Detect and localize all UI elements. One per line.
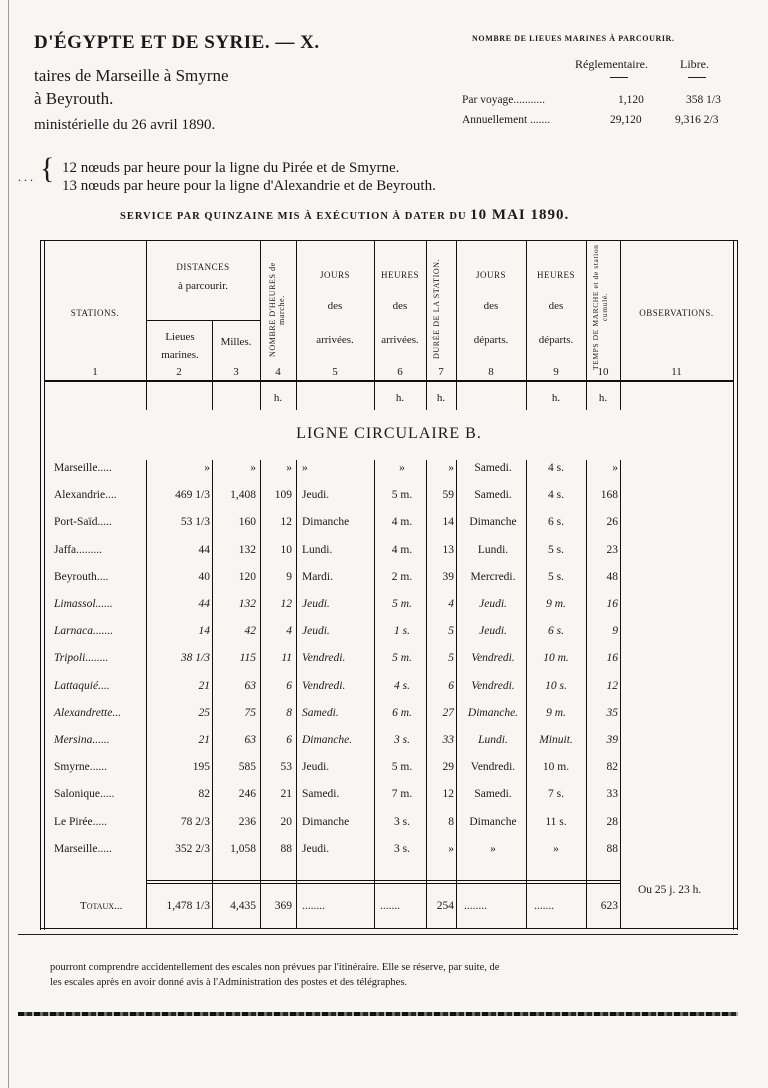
cell-duree: » bbox=[448, 842, 454, 855]
unit-label: h. bbox=[395, 392, 405, 404]
cell-jour-arr: Dimanche. bbox=[302, 734, 353, 746]
distance-value: 9,316 2/3 bbox=[675, 114, 719, 126]
cell-milles: 115 bbox=[239, 652, 256, 665]
cell-duree: 4 bbox=[448, 598, 454, 610]
footer-text: pourront comprendre accidentellement des escales non prévues par l'itinéraire. Elle se réserve, par suite, de les escales après en avoir donné avis à l'Administration des postes et des télégraphes. bbox=[50, 962, 500, 988]
cell-duree: 29 bbox=[442, 761, 454, 774]
cell-jour-dep: » bbox=[490, 842, 496, 855]
col-number: 4 bbox=[275, 366, 281, 378]
cell-heure-arr: 7 m. bbox=[391, 788, 413, 801]
cell-lieues: 40 bbox=[198, 570, 210, 583]
cell-jour-arr: Vendredi. bbox=[302, 652, 346, 665]
col-number: 10 bbox=[597, 366, 609, 378]
header-heures-arr-des: des bbox=[392, 300, 408, 312]
cell-heure-arr: » bbox=[399, 462, 405, 474]
table-row bbox=[40, 676, 738, 703]
cell-cumul: 26 bbox=[606, 516, 618, 529]
table-row bbox=[40, 540, 738, 567]
cell-jour-dep: Dimanche bbox=[469, 516, 517, 529]
cell-milles: 160 bbox=[238, 516, 256, 529]
cell-duree: 39 bbox=[442, 570, 454, 583]
station-name: Beyrouth.... bbox=[54, 570, 109, 583]
cell-heure-dep: 9 m. bbox=[546, 598, 566, 610]
cell-cumul: 16 bbox=[606, 598, 618, 610]
distance-value: 358 1/3 bbox=[686, 94, 721, 106]
unit-label: h. bbox=[598, 392, 608, 404]
cell-heure-dep: 4 s. bbox=[548, 489, 564, 502]
distance-rule-1 bbox=[610, 77, 628, 78]
speed-line-1: 12 nœuds par heure pour la ligne du Pirée et de Smyrne. bbox=[62, 160, 400, 176]
unit-label: h. bbox=[551, 392, 561, 404]
cell-milles: 132 bbox=[238, 598, 256, 610]
cell-jour-dep: Jeudi. bbox=[479, 625, 507, 638]
cell-heure-arr: 5 m. bbox=[392, 598, 412, 610]
cell-duree: 12 bbox=[442, 788, 454, 801]
header-lieues: Lieues marines. bbox=[161, 331, 199, 361]
distance-value: 1,120 bbox=[618, 94, 644, 106]
cell-duree: 33 bbox=[442, 734, 454, 746]
service-heading: SERVICE PAR QUINZAINE MIS À EXÉCUTION À DATER DU 10 MAI 1890. bbox=[120, 207, 570, 223]
cell-milles: 75 bbox=[244, 706, 256, 719]
header-jours-arr-des: des bbox=[327, 300, 343, 312]
station-name: Tripoli........ bbox=[54, 652, 109, 665]
cell-milles: 63 bbox=[244, 734, 256, 746]
cell-duree: 8 bbox=[448, 815, 454, 828]
cell-heure-arr: 5 m. bbox=[391, 489, 413, 502]
cell-lieues: » bbox=[204, 462, 210, 474]
station-name: Marseille..... bbox=[54, 462, 112, 474]
cell-jour-arr: Jeudi. bbox=[302, 842, 330, 855]
table-row bbox=[40, 784, 738, 811]
cell-jour-dep: Jeudi. bbox=[479, 598, 507, 610]
cell-cumul: 23 bbox=[606, 543, 618, 556]
cell-heure-dep: » bbox=[553, 842, 559, 855]
cell-lieues: 195 bbox=[192, 761, 210, 774]
station-name: Mersina...... bbox=[54, 734, 110, 746]
cell-cumul: 88 bbox=[606, 842, 618, 855]
cell-heures: 53 bbox=[280, 761, 292, 774]
cell-jour-dep: Samedi. bbox=[474, 788, 512, 801]
cell-lieues: 25 bbox=[198, 706, 210, 719]
cell-jour-arr: » bbox=[302, 462, 308, 474]
cell-milles: 120 bbox=[238, 570, 256, 583]
dots-mark: . . . bbox=[18, 170, 33, 184]
cell-jour-dep: Vendredi. bbox=[470, 761, 516, 774]
cell-heures: » bbox=[286, 462, 292, 474]
table-row bbox=[40, 567, 738, 594]
header-stations: STATIONS. bbox=[70, 308, 120, 318]
cell-duree: 27 bbox=[442, 706, 454, 719]
cell-lieues: 21 bbox=[198, 734, 210, 746]
cell-lieues: 352 2/3 bbox=[175, 842, 210, 855]
cell-heure-dep: 10 s. bbox=[545, 679, 567, 692]
cell-jour-arr: Jeudi. bbox=[302, 625, 330, 638]
cell-lieues: 44 bbox=[198, 598, 210, 610]
col-number: 1 bbox=[92, 366, 98, 378]
cell-heure-arr: 4 m. bbox=[391, 516, 413, 529]
cell-heure-arr: 1 s. bbox=[394, 625, 410, 638]
cell-heure-dep: 6 s. bbox=[548, 516, 564, 529]
table-row bbox=[40, 458, 738, 485]
station-name: Le Pirée..... bbox=[54, 815, 108, 828]
cell-heures: 9 bbox=[286, 570, 292, 583]
cell-duree: 5 bbox=[448, 652, 454, 665]
cell-duree: 14 bbox=[442, 516, 454, 529]
cell-lieues: 21 bbox=[198, 679, 210, 692]
cell-lieues: 78 2/3 bbox=[180, 815, 210, 828]
distance-rule-2 bbox=[688, 77, 706, 78]
cell-cumul: 16 bbox=[606, 652, 618, 665]
cell-heures: 109 bbox=[274, 489, 292, 502]
cell-duree: 13 bbox=[442, 543, 454, 556]
cell-milles: 236 bbox=[238, 815, 256, 828]
station-name: Jaffa......... bbox=[54, 543, 103, 556]
cell-heures: 21 bbox=[280, 788, 292, 801]
cell-heure-arr: 3 s. bbox=[394, 842, 410, 855]
cell-jour-dep: Dimanche bbox=[469, 815, 517, 828]
header-jours-dep: JOURS bbox=[475, 270, 506, 280]
station-name: Smyrne...... bbox=[54, 761, 108, 774]
cell-heures: 11 bbox=[281, 652, 292, 665]
col-number: 2 bbox=[176, 366, 182, 378]
header-heures-dep: HEURES bbox=[536, 270, 575, 280]
col-number: 11 bbox=[671, 366, 682, 378]
cell-heures: 6 bbox=[286, 734, 292, 746]
station-name: Alexandrette... bbox=[54, 706, 121, 719]
cell-jour-arr: Dimanche bbox=[302, 815, 350, 828]
cell-heure-dep: 6 s. bbox=[548, 625, 564, 638]
cell-jour-dep: Vendredi. bbox=[471, 679, 515, 692]
distance-value: 29,120 bbox=[610, 114, 642, 126]
station-name: Larnaca....... bbox=[54, 625, 114, 638]
station-name: Marseille..... bbox=[54, 842, 112, 855]
col-number: 7 bbox=[438, 366, 444, 378]
cell-heure-dep: Minuit. bbox=[539, 734, 573, 746]
cell-milles: 42 bbox=[244, 625, 256, 638]
cell-jour-arr: Mardi. bbox=[302, 570, 333, 583]
cell-heures: 12 bbox=[280, 516, 292, 529]
cell-heure-dep: 10 m. bbox=[543, 652, 569, 665]
cell-jour-dep: Vendredi. bbox=[471, 652, 515, 665]
cell-milles: 246 bbox=[238, 788, 256, 801]
distance-row: Par voyage........... bbox=[462, 94, 546, 106]
distance-col-reglementaire: Réglementaire. bbox=[575, 57, 648, 71]
table-row bbox=[40, 757, 738, 784]
col-number: 9 bbox=[553, 366, 559, 378]
header-jours-dep-label: départs. bbox=[473, 334, 509, 346]
cell-duree: 59 bbox=[442, 489, 454, 502]
cell-heures: 4 bbox=[286, 625, 292, 638]
cell-heures: 88 bbox=[280, 842, 292, 855]
cell-jour-dep: Mercredi. bbox=[470, 570, 516, 583]
cell-heure-arr: 5 m. bbox=[391, 761, 413, 774]
header-nb-heures: NOMBRE D'HEURES de marche. bbox=[268, 262, 286, 358]
cell-jour-dep: Samedi. bbox=[474, 462, 512, 474]
cell-cumul: 33 bbox=[606, 788, 618, 801]
station-name: Lattaquié.... bbox=[54, 679, 110, 692]
cell-jour-dep: Lundi. bbox=[477, 543, 509, 556]
station-name: Limassol...... bbox=[54, 598, 113, 610]
table-row bbox=[40, 485, 738, 512]
scan-left-edge bbox=[8, 0, 9, 1088]
cell-milles: » bbox=[250, 462, 256, 474]
header-temps: TEMPS DE MARCHE et de station cumulé. bbox=[591, 244, 609, 370]
cell-heure-arr: 5 m. bbox=[392, 652, 412, 665]
cell-heures: 10 bbox=[280, 543, 292, 556]
cell-duree: 6 bbox=[448, 679, 454, 692]
header-heures-dep-label: départs. bbox=[538, 334, 574, 346]
cell-jour-arr: Jeudi. bbox=[302, 598, 330, 610]
cell-heures: 20 bbox=[280, 815, 292, 828]
cell-duree: » bbox=[448, 462, 454, 474]
station-name: Port-Saïd..... bbox=[54, 516, 112, 529]
page-title: D'ÉGYPTE ET DE SYRIE. — X. bbox=[34, 32, 320, 53]
header-jours-arr-label: arrivées. bbox=[316, 334, 354, 346]
cell-cumul: 28 bbox=[606, 815, 618, 828]
table-row bbox=[40, 594, 738, 621]
cell-milles: 1,408 bbox=[230, 489, 256, 502]
brace-icon: { bbox=[40, 152, 55, 185]
cell-heure-dep: 10 m. bbox=[542, 761, 570, 774]
scan-edge-line bbox=[18, 1012, 738, 1016]
cell-heure-arr: 2 m. bbox=[391, 570, 413, 583]
cell-milles: 132 bbox=[238, 543, 256, 556]
subtitle-line-3: ministérielle du 26 avril 1890. bbox=[34, 117, 216, 133]
distance-heading: NOMBRE DE LIEUES MARINES À PARCOURIR. bbox=[472, 34, 675, 43]
cell-heure-arr: 3 s. bbox=[394, 815, 410, 828]
cell-cumul: 35 bbox=[606, 706, 618, 719]
cell-jour-arr: Dimanche bbox=[302, 516, 350, 529]
table-row bbox=[40, 512, 738, 539]
cell-milles: 63 bbox=[244, 679, 256, 692]
header-milles: Milles. bbox=[220, 336, 252, 348]
header-jours-arr: JOURS bbox=[319, 270, 350, 280]
col-number: 3 bbox=[233, 366, 239, 378]
footer-rule bbox=[18, 934, 738, 935]
cell-cumul: 48 bbox=[606, 570, 618, 583]
totals-row: Totaux... 1,478 1/3 4,435 369 ........ ....... 254 ........ ....... 623 Ou 25 j. 23 h. bbox=[80, 884, 702, 912]
cell-heure-arr: 4 s. bbox=[394, 679, 410, 692]
table-row bbox=[40, 621, 738, 648]
col-number: 5 bbox=[332, 366, 338, 378]
cell-lieues: 53 1/3 bbox=[180, 516, 210, 529]
cell-lieues: 469 1/3 bbox=[175, 489, 210, 502]
cell-heures: 12 bbox=[280, 598, 292, 610]
cell-jour-arr: Samedi. bbox=[302, 706, 339, 719]
cell-cumul: 82 bbox=[606, 761, 618, 774]
cell-heures: 6 bbox=[286, 679, 292, 692]
header-a-parcourir: à parcourir. bbox=[177, 280, 229, 292]
cell-heure-dep: 11 s. bbox=[545, 815, 567, 828]
cell-cumul: 39 bbox=[606, 734, 618, 746]
header-distances: DISTANCES bbox=[176, 262, 230, 272]
cell-heure-dep: 5 s. bbox=[548, 543, 564, 556]
station-name: Salonique..... bbox=[54, 788, 115, 801]
table-row bbox=[40, 839, 738, 866]
cell-heure-arr: 6 m. bbox=[392, 706, 412, 719]
cell-lieues: 14 bbox=[198, 625, 210, 638]
header-heures-arr-label: arrivées. bbox=[381, 334, 419, 346]
cell-milles: 1,058 bbox=[230, 842, 256, 855]
cell-jour-arr: Samedi. bbox=[302, 788, 340, 801]
table-row bbox=[40, 812, 738, 839]
cell-heure-dep: 9 m. bbox=[546, 706, 566, 719]
cell-cumul: 12 bbox=[606, 679, 618, 692]
subtitle-line-2: à Beyrouth. bbox=[34, 89, 114, 108]
header-heures-arr: HEURES bbox=[380, 270, 419, 280]
cell-jour-dep: Lundi. bbox=[478, 734, 508, 746]
timetable bbox=[40, 240, 738, 930]
header-heures-dep-des: des bbox=[548, 300, 564, 312]
cell-cumul: 168 bbox=[600, 489, 618, 502]
col-number: 8 bbox=[488, 366, 494, 378]
subtitle-line-1: taires de Marseille à Smyrne bbox=[34, 66, 229, 85]
col-number: 6 bbox=[397, 366, 403, 378]
table-row bbox=[40, 730, 738, 757]
cell-heure-dep: 7 s. bbox=[548, 788, 564, 801]
cell-lieues: 82 bbox=[198, 788, 210, 801]
distance-col-libre: Libre. bbox=[680, 57, 709, 71]
unit-label: h. bbox=[273, 392, 283, 404]
table-row bbox=[40, 703, 738, 730]
cell-cumul: 9 bbox=[612, 625, 618, 638]
header-jours-dep-des: des bbox=[483, 300, 499, 312]
cell-jour-arr: Vendredi. bbox=[302, 679, 346, 692]
cell-heure-dep: 4 s. bbox=[548, 462, 564, 474]
station-name: Alexandrie.... bbox=[54, 489, 117, 502]
cell-jour-arr: Jeudi. bbox=[302, 489, 330, 502]
cell-lieues: 38 1/3 bbox=[180, 652, 210, 665]
cell-heures: 8 bbox=[286, 706, 292, 719]
cell-jour-arr: Jeudi. bbox=[302, 761, 330, 774]
cell-heure-arr: 4 m. bbox=[391, 543, 413, 556]
unit-label: h. bbox=[436, 392, 446, 404]
cell-jour-dep: Dimanche. bbox=[467, 706, 519, 719]
speed-line-2: 13 nœuds par heure pour la ligne d'Alexandrie et de Beyrouth. bbox=[62, 178, 436, 194]
header-observations: OBSERVATIONS. bbox=[639, 308, 714, 318]
cell-jour-arr: Lundi. bbox=[302, 543, 333, 556]
header-duree: DURÉE DE LA STATION. bbox=[432, 258, 441, 360]
ligne-title: LIGNE CIRCULAIRE B. bbox=[296, 425, 482, 442]
table-row bbox=[40, 648, 738, 675]
cell-duree: 5 bbox=[448, 625, 454, 638]
cell-milles: 585 bbox=[238, 761, 256, 774]
cell-heure-arr: 3 s. bbox=[394, 734, 410, 746]
cell-lieues: 44 bbox=[198, 543, 210, 556]
cell-cumul: » bbox=[612, 462, 618, 474]
cell-jour-dep: Samedi. bbox=[474, 489, 512, 502]
cell-heure-dep: 5 s. bbox=[548, 570, 564, 583]
distance-row: Annuellement ....... bbox=[462, 114, 551, 126]
